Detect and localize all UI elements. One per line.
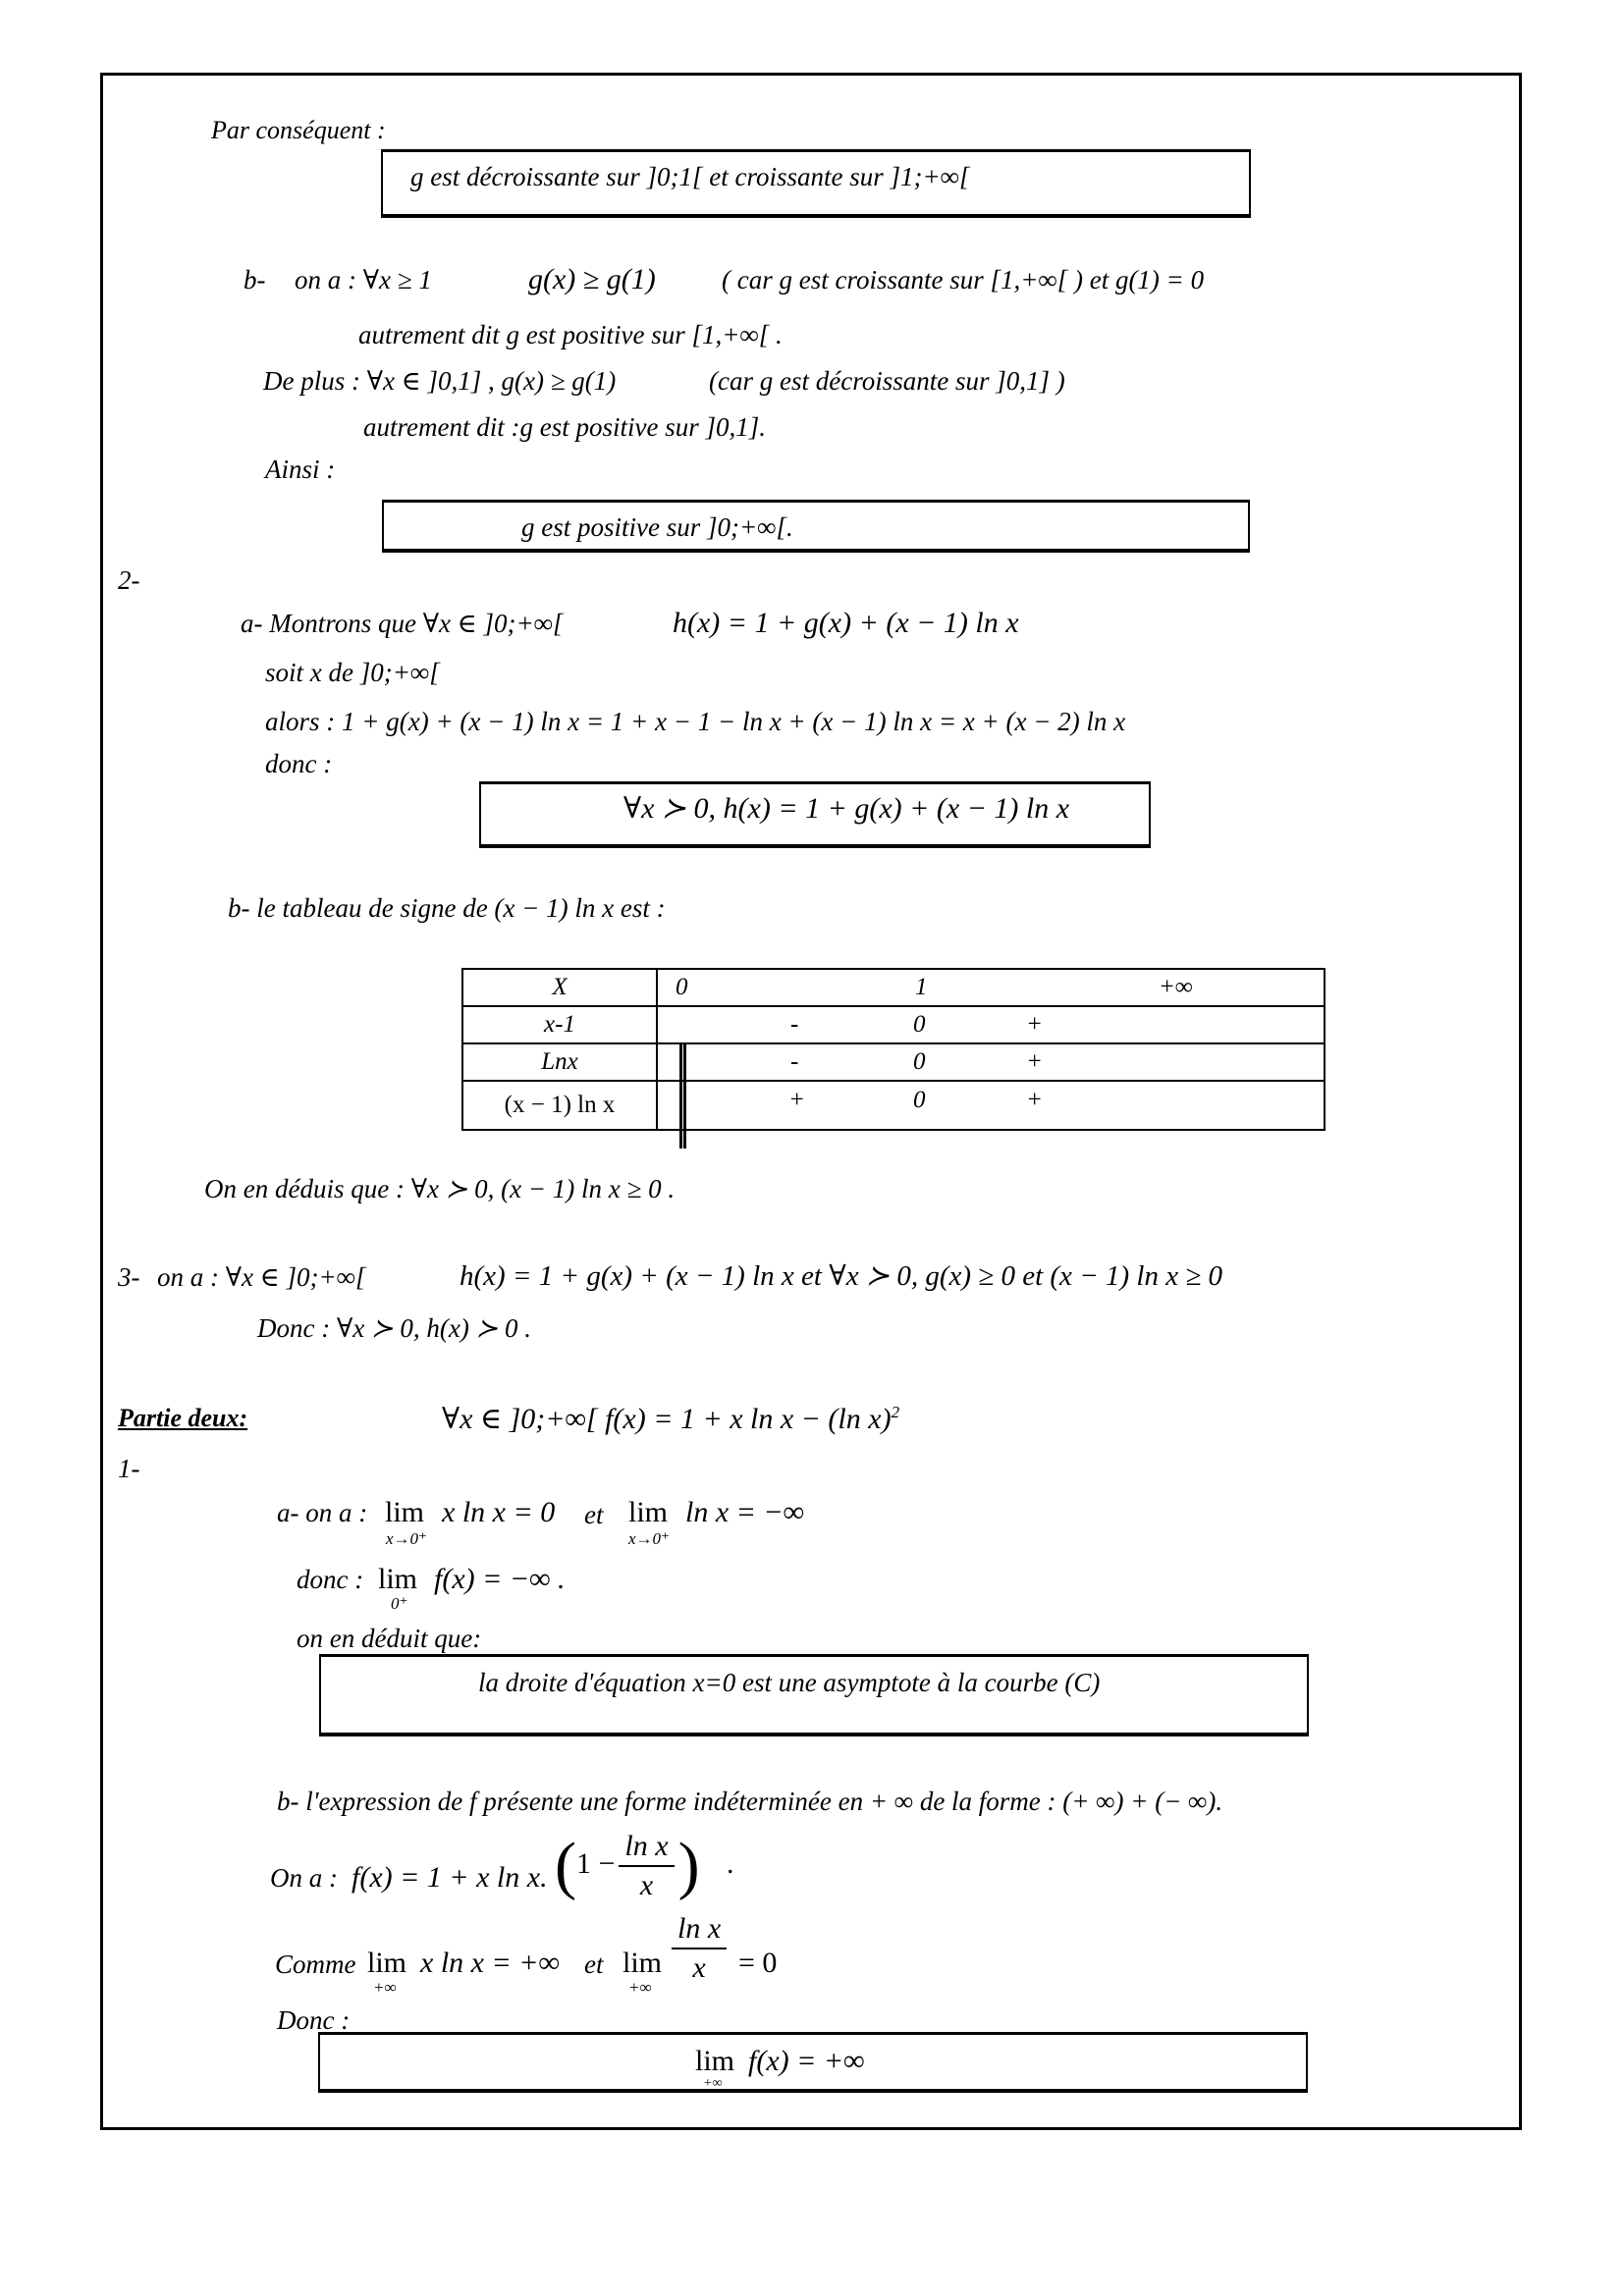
sign-left: -: [790, 1048, 799, 1075]
q3-line1-math: h(x) = 1 + g(x) + (x − 1) ln x et ∀x ≻ 0, g(x) ≥ 0 et (x − 1) ln x ≥ 0: [460, 1260, 1222, 1292]
sign-row: [462, 1081, 1325, 1130]
a-lim2: lim: [628, 1496, 669, 1528]
donc-lim: lim: [378, 1563, 418, 1595]
comme-lim2: lim: [622, 1947, 663, 1979]
q3-line1-lead: on a : ∀x ∈ ]0;+∞[: [157, 1262, 366, 1292]
sign-right: +: [1026, 1048, 1043, 1075]
q6-line1-reason: ( car g est croissante sur [1,+∞[ ) et g(1) = 0: [722, 265, 1205, 294]
ona-end: .: [727, 1846, 734, 1880]
q3-number: 3-: [118, 1262, 140, 1292]
q2a-label: a- Montrons que ∀x ∈ ]0;+∞[: [241, 609, 564, 638]
sign-mid: 0: [913, 1011, 926, 1038]
sign-header-inf: +∞: [1159, 974, 1193, 1000]
sign-row-values: [657, 1006, 1325, 1043]
sign-row-label: Lnx: [462, 1043, 657, 1081]
q6-line1-math: g(x) ≥ g(1): [528, 263, 656, 295]
final-lim: lim: [695, 2045, 735, 2077]
part-two-definition: [442, 1404, 899, 1434]
sign-header-0: 0: [676, 974, 688, 1000]
a-lim2-sub: x→0⁺: [628, 1529, 671, 1548]
sign-header-x: X: [462, 969, 657, 1006]
b-line: b- l'expression de f présente une forme indéterminée en + ∞ de la forme : (+ ∞) + (− ∞).: [277, 1787, 1223, 1816]
ainsi-label: Ainsi :: [265, 454, 336, 484]
a-lead: a- on a :: [277, 1498, 368, 1527]
q2-number: 2-: [118, 565, 140, 595]
q2-donc: donc :: [265, 749, 333, 778]
deduit-label: on en déduit que:: [297, 1624, 482, 1653]
ona-frac-den: x: [639, 1869, 654, 1901]
a-lim1-sub: x→0⁺: [386, 1529, 428, 1548]
part-two-q1-number: 1-: [118, 1454, 140, 1483]
q2-alors: alors : 1 + g(x) + (x − 1) ln x = 1 + x − 1 − ln x + (x − 1) ln x = x + (x − 2) ln x: [265, 707, 1126, 736]
comme-lead: Comme: [275, 1949, 356, 1979]
a-lim1-expr: x ln x = 0: [442, 1496, 556, 1528]
comme-sub1: +∞: [373, 1978, 397, 1997]
sign-row: [462, 1006, 1325, 1043]
ona-fraction: [619, 1832, 674, 1900]
positive-text: g est positive sur ]0;+∞[.: [521, 512, 793, 542]
part-two-title: Partie deux:: [118, 1404, 248, 1432]
sign-row-values: [657, 1043, 1325, 1081]
asymptote-text: la droite d'équation x=0 est une asymptote à la courbe (C): [478, 1668, 1101, 1697]
q6-line2: autrement dit g est positive sur [1,+∞[ .: [358, 320, 783, 349]
comme-expr1: x ln x = +∞: [420, 1947, 560, 1979]
sign-right: +: [1026, 1087, 1043, 1114]
variation-box: [381, 149, 1251, 218]
consequence-label: Par conséquent :: [211, 116, 386, 144]
q2-soit: soit x de ]0;+∞[: [265, 658, 440, 687]
comme-fraction: [668, 1914, 730, 1983]
sign-left: +: [788, 1087, 805, 1114]
comme-sub2: +∞: [628, 1978, 652, 1997]
sign-table: [461, 968, 1325, 1131]
h-identity-text: ∀x ≻ 0, h(x) = 1 + g(x) + (x − 1) ln x: [623, 792, 1070, 825]
final-limit-box: [318, 2032, 1308, 2093]
comme-et: et: [584, 1949, 604, 1979]
comme-end: = 0: [738, 1947, 778, 1979]
sign-header-values: [657, 969, 1325, 1006]
q2-deduction: On en déduis que : ∀x ≻ 0, (x − 1) ln x ≥ 0 .: [204, 1174, 676, 1203]
sign-row-label: (x − 1) ln x: [462, 1081, 657, 1130]
comme-frac-den: x: [692, 1951, 706, 1984]
sign-row-values: [657, 1081, 1325, 1130]
ona-paren-one: 1 −: [575, 1846, 616, 1880]
final-lim-sub: +∞: [703, 2076, 723, 2091]
right-paren: ): [677, 1830, 700, 1901]
sign-mid: 0: [913, 1087, 926, 1114]
q6-line3-reason: (car g est décroissante sur ]0,1] ): [709, 366, 1065, 396]
q6-line4: autrement dit :g est positive sur ]0,1].: [363, 412, 766, 442]
positive-box: [382, 500, 1250, 553]
q6-line1-text: on a : ∀x ≥ 1: [295, 265, 432, 294]
q2a-math: h(x) = 1 + g(x) + (x − 1) ln x: [673, 607, 1019, 639]
sign-row-label: x-1: [462, 1006, 657, 1043]
forbidden-value-double-bar: [679, 1044, 686, 1148]
ona-expr: f(x) = 1 + x ln x.: [352, 1861, 548, 1894]
sign-header-1: 1: [915, 974, 928, 1000]
sign-row: [462, 1043, 1325, 1081]
donc-expr: f(x) = −∞ .: [434, 1563, 566, 1595]
h-identity-box: [479, 781, 1151, 848]
comme-frac-num: ln x: [672, 1914, 727, 1949]
comme-lim1: lim: [367, 1947, 407, 1979]
definition-exponent: 2: [891, 1403, 900, 1421]
sign-left: -: [790, 1011, 799, 1038]
sign-mid: 0: [913, 1048, 926, 1075]
sign-right: +: [1026, 1011, 1043, 1038]
comme-frac: [672, 1914, 727, 1983]
asymptote-box: [319, 1654, 1309, 1736]
variation-text: g est décroissante sur ]0;1[ et croissante sur ]1;+∞[: [410, 162, 970, 191]
donc-lim-sub: 0⁺: [391, 1594, 408, 1613]
definition-text: ∀x ∈ ]0;+∞[ f(x) = 1 + x ln x − (ln x): [442, 1403, 892, 1435]
q6-number: b-: [243, 265, 266, 294]
final-expr: f(x) = +∞: [748, 2045, 865, 2077]
a-lim1: lim: [385, 1496, 425, 1528]
ona-frac-num: ln x: [619, 1832, 674, 1867]
ona-lead: On a :: [270, 1863, 338, 1893]
sign-table-header: [462, 969, 1325, 1006]
q2b-label: b- le tableau de signe de (x − 1) ln x est :: [228, 893, 666, 923]
donc2-label: Donc :: [277, 2005, 351, 2035]
ona-paren-group: [555, 1832, 734, 1900]
a-lim2-expr: ln x = −∞: [685, 1496, 805, 1528]
a-et: et: [584, 1500, 604, 1529]
q3-line2: Donc : ∀x ≻ 0, h(x) ≻ 0 .: [257, 1313, 531, 1343]
donc-lead: donc :: [297, 1565, 364, 1594]
q6-line3-text: De plus : ∀x ∈ ]0,1] , g(x) ≥ g(1): [263, 366, 617, 396]
left-paren: (: [555, 1830, 576, 1901]
